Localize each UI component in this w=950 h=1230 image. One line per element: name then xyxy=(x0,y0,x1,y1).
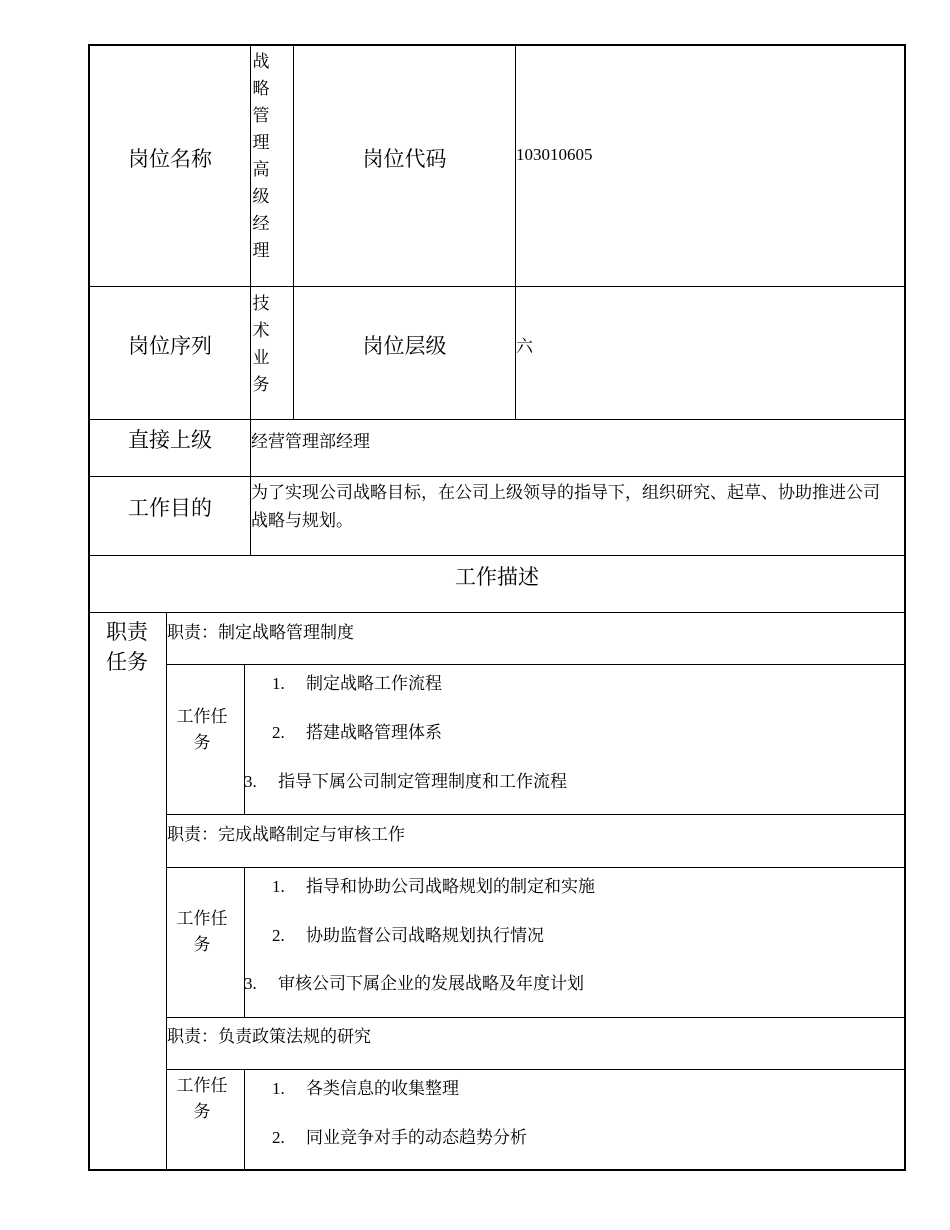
position-series-value: 技术业务 xyxy=(252,294,270,394)
row-divider xyxy=(88,555,906,556)
position-level-value: 六 xyxy=(516,337,533,356)
position-name-value: 战略管理高级经理 xyxy=(252,52,270,260)
col-divider xyxy=(244,1069,245,1171)
task-label: 工作任务 xyxy=(176,707,228,752)
row-divider xyxy=(88,612,906,613)
row-divider xyxy=(166,1017,906,1018)
task-item: 3. 审核公司下属企业的发展战略及年度计划 xyxy=(244,974,584,993)
row-divider xyxy=(166,1069,906,1070)
supervisor-value: 经营管理部经理 xyxy=(251,432,370,451)
position-code-value: 103010605 xyxy=(516,145,593,164)
task-label: 工作任务 xyxy=(176,1076,228,1121)
duties-label: 职责任务 xyxy=(106,620,148,674)
position-series-label: 岗位序列 xyxy=(128,334,212,358)
task-label: 工作任务 xyxy=(176,909,228,954)
task-item: 2. 协助监督公司战略规划执行情况 xyxy=(272,926,544,945)
col-divider xyxy=(166,612,167,1171)
duty-title: 职责：完成战略制定与审核工作 xyxy=(167,825,405,844)
task-item: 2. 同业竞争对手的动态趋势分析 xyxy=(272,1128,527,1147)
row-divider xyxy=(166,814,906,815)
purpose-value: 为了实现公司战略目标，在公司上级领导的指导下，组织研究、起草、协助推进公司战略与规划。 xyxy=(251,483,880,530)
position-level-label: 岗位层级 xyxy=(362,334,447,358)
task-item: 1. 指导和协助公司战略规划的制定和实施 xyxy=(272,877,595,896)
description-title: 工作描述 xyxy=(455,565,539,589)
task-item: 1. 各类信息的收集整理 xyxy=(272,1079,459,1098)
col-divider xyxy=(515,44,516,419)
duty-title: 职责：负责政策法规的研究 xyxy=(167,1027,371,1046)
row-divider xyxy=(166,664,906,665)
position-name-label: 岗位名称 xyxy=(128,147,212,171)
col-divider xyxy=(244,867,245,1017)
duty-title: 职责：制定战略管理制度 xyxy=(167,623,354,642)
row-divider xyxy=(88,286,906,287)
position-code-label: 岗位代码 xyxy=(362,147,447,171)
col-divider xyxy=(293,44,294,419)
purpose-label: 工作目的 xyxy=(128,496,212,520)
supervisor-label: 直接上级 xyxy=(128,428,212,452)
task-item: 2. 搭建战略管理体系 xyxy=(272,723,442,742)
row-divider xyxy=(88,476,906,477)
task-item: 1. 制定战略工作流程 xyxy=(272,674,442,693)
task-item: 3. 指导下属公司制定管理制度和工作流程 xyxy=(244,772,567,791)
row-divider xyxy=(88,419,906,420)
job-description-table xyxy=(88,44,906,1171)
row-divider xyxy=(166,867,906,868)
